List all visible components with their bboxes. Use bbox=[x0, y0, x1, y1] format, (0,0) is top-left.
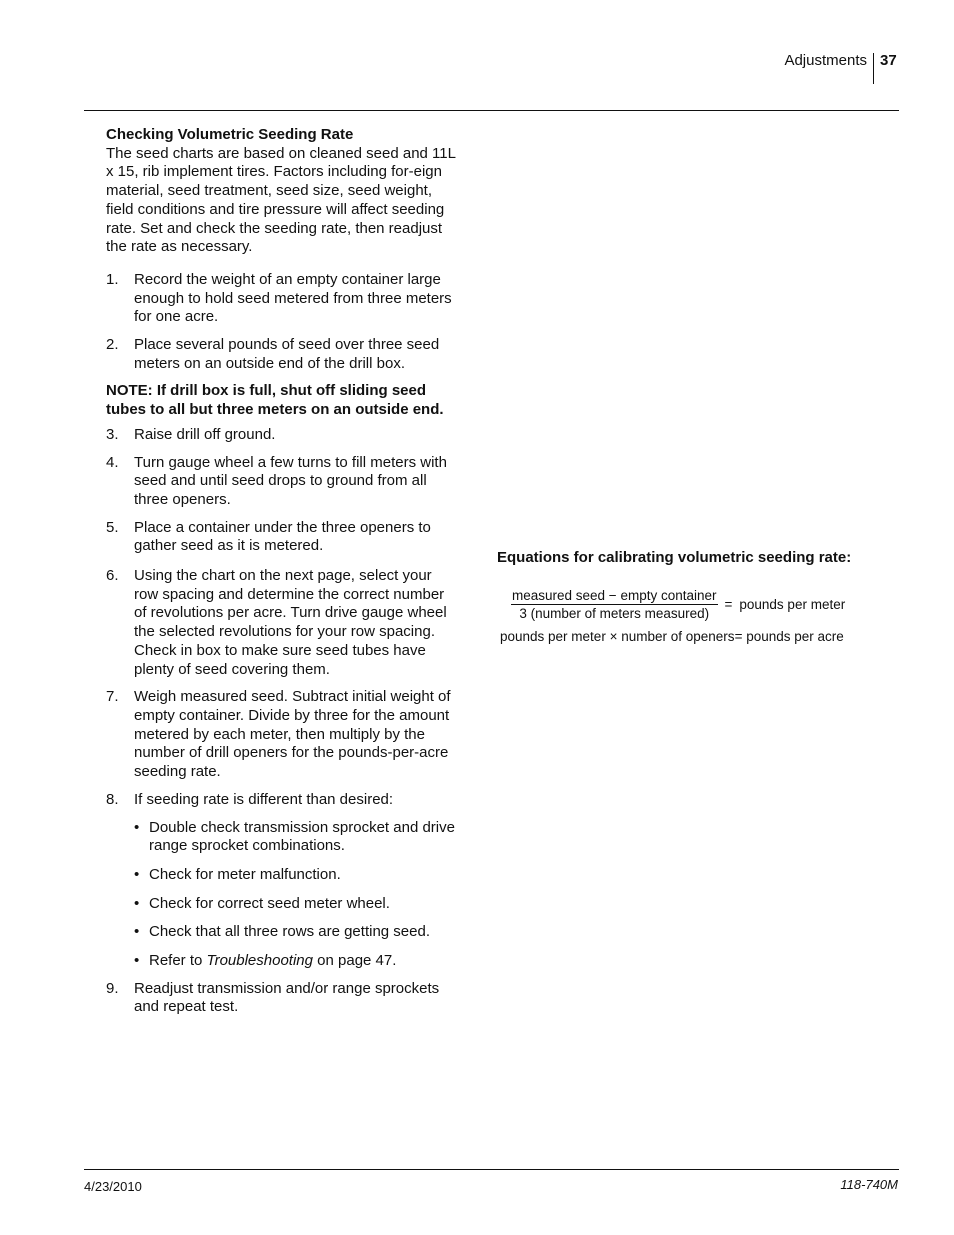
fraction-numerator: measured seed − empty container bbox=[512, 588, 717, 603]
equals-sign: = bbox=[724, 597, 733, 612]
step-number: 2. bbox=[106, 336, 119, 354]
step-5 bbox=[106, 519, 458, 556]
bullet-item bbox=[134, 866, 458, 885]
step-6 bbox=[106, 567, 458, 679]
step-4 bbox=[106, 454, 458, 510]
footer-rule bbox=[84, 1169, 899, 1170]
step-8 bbox=[106, 791, 458, 810]
bullet-marker: • bbox=[134, 894, 140, 912]
step-text: Weigh measured seed. Subtract initial weight of empty container. Divide by three for the amount metered by each meter, then multiply by the number of drill openers for the pounds-per-acre seeding rate. bbox=[134, 688, 451, 781]
bullet-item bbox=[134, 952, 458, 971]
bullet-text-suffix: on page 47. bbox=[313, 952, 397, 970]
troubleshooting-reference: Troubleshooting bbox=[206, 952, 313, 970]
step-text: Raise drill off ground. bbox=[134, 425, 276, 443]
bullet-text: Check that all three rows are getting seed. bbox=[149, 923, 430, 941]
step-number: 3. bbox=[106, 425, 119, 443]
step-number: 5. bbox=[106, 518, 119, 536]
equation-left-term: pounds per meter bbox=[500, 629, 606, 644]
step-3 bbox=[106, 426, 458, 445]
step-number: 7. bbox=[106, 688, 119, 706]
header-rule bbox=[84, 110, 899, 111]
bullet-text: Check for correct seed meter wheel. bbox=[149, 894, 390, 912]
fraction-denominator: 3 (number of meters measured) bbox=[519, 606, 710, 621]
step-text: If seeding rate is different than desired: bbox=[134, 790, 394, 808]
step-9 bbox=[106, 980, 458, 1017]
equation-pounds-per-acre bbox=[500, 629, 844, 644]
bullet-marker: • bbox=[134, 923, 140, 941]
bullet-text-prefix: Refer to bbox=[149, 952, 207, 970]
bullet-text: Check for meter malfunction. bbox=[149, 865, 341, 883]
equation-middle-term: number of openers bbox=[621, 629, 735, 644]
step-number: 6. bbox=[106, 567, 119, 585]
intro-paragraph: The seed charts are based on cleaned seed and 11L x 15, rib implement tires. Factors including for-eign material, seed treatment, seed size, seed weight, field conditions and tire pressure will affect seeding rate. Set and check the seeding rate, then readjust the rate as necessary. bbox=[106, 144, 456, 256]
page-number: 37 bbox=[880, 52, 897, 69]
step-1 bbox=[106, 271, 458, 327]
header-divider bbox=[873, 53, 874, 84]
step-7 bbox=[106, 688, 458, 782]
equation-fraction bbox=[511, 588, 718, 621]
step-number: 9. bbox=[106, 979, 119, 997]
equation-pounds-per-meter bbox=[511, 588, 845, 621]
bullet-item bbox=[134, 819, 458, 856]
step-text: Turn gauge wheel a few turns to fill meters with seed and until seed drops to ground from all three openers. bbox=[134, 453, 447, 508]
bullet-item bbox=[134, 895, 458, 914]
section-title: Checking Volumetric Seeding Rate bbox=[106, 126, 354, 143]
bullet-item bbox=[134, 923, 458, 942]
equals-sign: = bbox=[734, 629, 743, 644]
step-text: Place several pounds of seed over three seed meters on an outside end of the drill box. bbox=[134, 336, 440, 372]
step-text: Record the weight of an empty container large enough to hold seed metered from three meters for one acre. bbox=[134, 270, 452, 326]
equation-result: pounds per acre bbox=[746, 629, 844, 644]
bullet-text: Double check transmission sprocket and drive range sprocket combinations. bbox=[149, 818, 455, 855]
step-text: Readjust transmission and/or range sprockets and repeat test. bbox=[134, 979, 440, 1016]
equation-result: pounds per meter bbox=[739, 597, 846, 612]
header-section-title: Adjustments bbox=[784, 52, 867, 69]
bullet-marker: • bbox=[134, 865, 140, 883]
step-number: 8. bbox=[106, 790, 119, 808]
times-sign: × bbox=[609, 629, 618, 644]
step-number: 1. bbox=[106, 270, 119, 288]
bullet-marker: • bbox=[134, 818, 140, 836]
step-number: 4. bbox=[106, 453, 119, 471]
main-column bbox=[106, 126, 458, 1017]
step-text: Using the chart on the next page, select your row spacing and determine the correct number of revolutions per acre. Turn drive gauge wheel the selected revolutions for your row spacing. Check in box to make sure seed tubes have plenty of seed covering them. bbox=[134, 567, 447, 678]
step-text: Place a container under the three openers to gather seed as it is metered. bbox=[134, 518, 431, 555]
bullet-marker: • bbox=[134, 952, 140, 970]
footer-date: 4/23/2010 bbox=[84, 1179, 142, 1194]
equations-title: Equations for calibrating volumetric seeding rate: bbox=[497, 549, 852, 566]
footer-document-number: 118-740M bbox=[840, 1177, 898, 1192]
step-2 bbox=[106, 336, 458, 373]
note: NOTE: If drill box is full, shut off sliding seed tubes to all but three meters on an outside end. bbox=[106, 382, 444, 419]
